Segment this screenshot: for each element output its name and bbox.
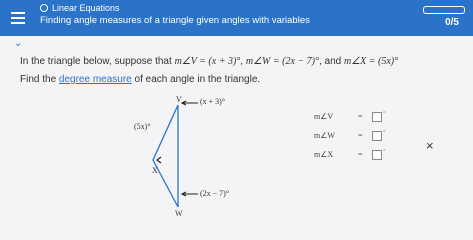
angle-v-label: (x + 3)°	[200, 97, 226, 106]
answer-row-x: m∠X = °	[314, 149, 386, 159]
angle-x-label: (5x)°	[134, 122, 151, 131]
lesson-title: Finding angle measures of a triangle given angles with variables	[40, 15, 310, 26]
progress-bar	[423, 6, 465, 14]
degree-measure-link[interactable]: degree measure	[58, 74, 132, 85]
topic-dot-icon	[40, 4, 48, 12]
angle-w-input[interactable]	[372, 131, 382, 141]
triangle-svg	[128, 95, 268, 220]
answer-panel	[300, 106, 410, 188]
answer-row-v: m∠V = °	[314, 111, 386, 121]
vertex-w-label: W	[175, 209, 183, 218]
instruction-text: Find the degree measure of each angle in the triangle.	[20, 74, 261, 85]
topic-label: Linear Equations	[40, 3, 120, 13]
menu-button[interactable]	[4, 5, 32, 31]
vertex-v-label: V	[176, 95, 182, 104]
angle-w-label: (2x − 7)°	[200, 189, 230, 198]
angle-x-input[interactable]	[372, 150, 382, 160]
clear-button[interactable]: ×	[426, 138, 434, 153]
angle-v-input[interactable]	[372, 112, 382, 122]
answer-row-w: m∠W = °	[314, 130, 386, 140]
header-bar	[0, 0, 473, 36]
question-text: In the triangle below, suppose that m∠V = (x + 3)°, m∠W = (2x − 7)°, and m∠X = (5x)°	[20, 56, 399, 67]
vertex-x-label: X	[152, 166, 158, 175]
progress-count: 0/5	[445, 17, 459, 28]
triangle-diagram	[128, 95, 268, 220]
collapse-chevron-icon[interactable]: ⌄	[14, 38, 23, 49]
